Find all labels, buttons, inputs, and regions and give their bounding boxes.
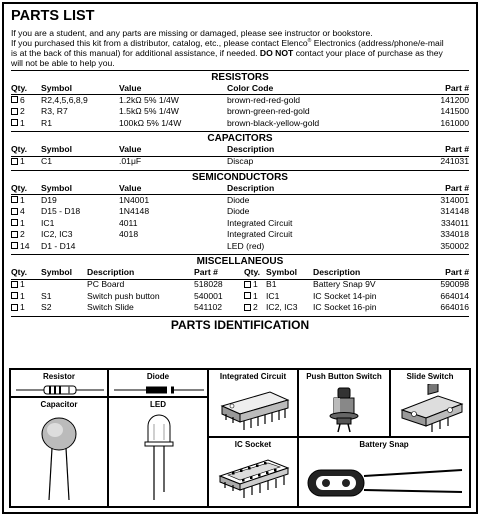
- qty-cell-2: [244, 279, 266, 291]
- checkbox[interactable]: [11, 242, 18, 249]
- checkbox[interactable]: [11, 196, 18, 203]
- part-cell: 161000: [440, 117, 469, 128]
- table-row: [11, 218, 469, 230]
- capacitor-cell: [10, 397, 108, 507]
- desc-cell: PC Board: [87, 279, 125, 290]
- misc-heading: MISCELLANEOUS: [11, 254, 469, 268]
- symbol-cell: D1 - D14: [41, 240, 76, 251]
- qty-cell: [11, 118, 41, 130]
- qty: 1: [253, 279, 258, 290]
- table-row: [11, 95, 469, 107]
- diode-icon: [110, 383, 208, 397]
- symbol-cell: R2,4,5,6,8,9: [41, 94, 88, 105]
- parts-identification-panel: [9, 368, 471, 508]
- qty-cell: [11, 106, 41, 118]
- table-row: [11, 118, 469, 130]
- registered-mark: ®: [307, 37, 312, 44]
- checkbox[interactable]: [11, 292, 18, 299]
- led-cell: [108, 397, 208, 507]
- part-cell: 241031: [440, 156, 469, 167]
- value-cell: 4011: [119, 217, 138, 228]
- table-row: [11, 206, 469, 218]
- table-header: [11, 268, 469, 280]
- intro-line-2: [11, 38, 469, 48]
- qty-cell-2: [244, 302, 266, 314]
- checkbox[interactable]: [11, 96, 18, 103]
- resistor-cell: [10, 369, 108, 397]
- qty: 1: [253, 290, 258, 301]
- qty-cell: [11, 291, 41, 303]
- symbol-cell: IC1: [41, 217, 55, 228]
- ic-cell: [208, 369, 298, 437]
- diode-label: Diode: [146, 372, 170, 381]
- capacitors-heading: CAPACITORS: [11, 131, 469, 145]
- col-value: Value: [119, 145, 227, 157]
- symbol-cell: R3, R7: [41, 106, 68, 117]
- slide-switch-label: Slide Switch: [406, 372, 454, 381]
- desc-cell: Integrated Circuit: [227, 217, 293, 228]
- value-cell: 100kΩ 5% 1/4W: [119, 117, 182, 128]
- do-not-emphasis: DO NOT: [259, 47, 294, 58]
- part-cell: 540001: [194, 290, 223, 301]
- qty-cell: [11, 95, 41, 107]
- symbol-cell: R1: [41, 117, 52, 128]
- capacitors-table: [11, 145, 469, 168]
- table-row: [11, 229, 469, 241]
- desc-cell: Discap: [227, 156, 254, 167]
- symbol-cell-2: B1: [266, 279, 277, 290]
- col-color-code: Color Code: [227, 83, 387, 95]
- ic-socket-label: IC Socket: [234, 440, 272, 449]
- intro-line-3a: is at the back of this manual) for additional assistance, if needed.: [11, 47, 260, 58]
- value-cell: .01μF: [119, 156, 142, 167]
- qty-cell: [11, 218, 41, 230]
- resistors-heading: RESISTORS: [11, 70, 469, 84]
- col-value: Value: [119, 83, 227, 95]
- table-row: [11, 156, 469, 168]
- part-cell: 541102: [194, 302, 223, 313]
- led-label: LED: [150, 400, 166, 409]
- table-header: [11, 145, 469, 157]
- qty: 14: [20, 240, 30, 251]
- push-button-switch-cell: [298, 369, 390, 437]
- col-value: Value: [119, 183, 227, 195]
- intro-line-4: will not be able to help you.: [11, 57, 115, 68]
- value-cell: 1N4148: [119, 206, 150, 217]
- part-cell: 334018: [440, 229, 469, 240]
- col-qty: Qty.: [11, 183, 41, 195]
- led-icon: [110, 412, 208, 504]
- qty-cell: [11, 195, 41, 207]
- qty: 1: [20, 279, 25, 290]
- desc-cell: Diode: [227, 206, 250, 217]
- checkbox[interactable]: [11, 208, 18, 215]
- col-qty: Qty.: [11, 145, 41, 157]
- col-qty-2: Qty.: [244, 268, 266, 280]
- semiconductors-heading: SEMICONDUCTORS: [11, 170, 469, 184]
- ic-label: Integrated Circuit: [219, 372, 287, 381]
- qty-cell: [11, 241, 41, 253]
- qty: 1: [20, 117, 25, 128]
- value-cell: 1.5kΩ 5% 1/4W: [119, 106, 179, 117]
- qty-cell: [11, 279, 41, 291]
- desc-cell-2: IC Socket 16-pin: [313, 302, 377, 313]
- part-cell: 518028: [194, 279, 223, 290]
- col-symbol-2: Symbol: [266, 268, 313, 280]
- checkbox[interactable]: [244, 304, 251, 311]
- checkbox[interactable]: [11, 158, 18, 165]
- qty: 1: [20, 194, 25, 205]
- qty-cell: [11, 156, 41, 168]
- desc-cell: brown-green-red-gold: [227, 106, 310, 117]
- symbol-cell-2: IC2, IC3: [266, 302, 298, 313]
- part-cell-2: 664016: [440, 302, 469, 313]
- table-row: [11, 302, 469, 314]
- desc-cell: brown-black-yellow-gold: [227, 117, 320, 128]
- battery-snap-cell: [298, 437, 470, 507]
- desc-cell: Diode: [227, 194, 250, 205]
- qty: 1: [20, 290, 25, 301]
- intro-line-2a: If you purchased this kit from a distributor, catalog, etc., please contact Elenco: [11, 37, 308, 48]
- part-cell: 350002: [440, 240, 469, 251]
- value-cell: [119, 241, 227, 253]
- symbol-cell: [41, 279, 87, 291]
- slide-switch-cell: [390, 369, 470, 437]
- col-description: Description: [227, 145, 387, 157]
- col-symbol: Symbol: [41, 268, 87, 280]
- qty: 2: [20, 106, 25, 117]
- checkbox[interactable]: [11, 281, 18, 288]
- desc-cell: Integrated Circuit: [227, 229, 293, 240]
- table-row: [11, 279, 469, 291]
- part-cell: 334011: [440, 217, 469, 228]
- table-row: [11, 241, 469, 253]
- semiconductors-table: [11, 183, 469, 252]
- part-cell-2: 590098: [440, 279, 469, 290]
- resistor-icon: [12, 383, 108, 397]
- resistors-table: [11, 83, 469, 129]
- qty-cell: [11, 229, 41, 241]
- table-header: [11, 183, 469, 195]
- qty: 2: [20, 229, 25, 240]
- col-description-2: Description: [313, 268, 419, 280]
- desc-cell-2: Battery Snap 9V: [313, 279, 376, 290]
- qty: 1: [20, 156, 25, 167]
- col-symbol: Symbol: [41, 183, 119, 195]
- checkbox[interactable]: [11, 219, 18, 226]
- symbol-cell: IC2, IC3: [41, 229, 73, 240]
- parts-identification-heading: PARTS IDENTIFICATION: [11, 316, 469, 334]
- symbol-cell: C1: [41, 156, 52, 167]
- integrated-circuit-icon: [210, 384, 298, 436]
- checkbox[interactable]: [11, 231, 18, 238]
- part-cell: 314148: [440, 206, 469, 217]
- table-row: [11, 195, 469, 207]
- symbol-cell: D19: [41, 194, 57, 205]
- qty: 6: [20, 94, 25, 105]
- symbol-cell: D15 - D18: [41, 206, 81, 217]
- slide-switch-icon: [392, 384, 470, 436]
- resistor-label: Resistor: [42, 372, 75, 381]
- ic-socket-icon: [210, 452, 298, 506]
- capacitor-label: Capacitor: [40, 400, 78, 409]
- col-symbol: Symbol: [41, 145, 119, 157]
- ic-socket-cell: [208, 437, 298, 507]
- push-button-switch-label: Push Button Switch: [306, 372, 382, 381]
- symbol-cell: S1: [41, 290, 52, 301]
- diode-cell: [108, 369, 208, 397]
- col-description: Description: [87, 268, 194, 280]
- qty-cell-2: [244, 291, 266, 303]
- desc-cell: Switch push button: [87, 290, 160, 301]
- col-part: Part #: [387, 145, 469, 157]
- col-qty: Qty.: [11, 83, 41, 95]
- checkbox[interactable]: [11, 119, 18, 126]
- value-cell: 1N4001: [119, 194, 150, 205]
- intro-text: [11, 28, 469, 68]
- intro-line-3b: contact your place of purchase as they: [293, 47, 443, 58]
- desc-cell-2: IC Socket 14-pin: [313, 290, 377, 301]
- part-cell: 314001: [440, 194, 469, 205]
- col-part: Part #: [194, 268, 244, 280]
- checkbox[interactable]: [244, 292, 251, 299]
- qty: 1: [20, 302, 25, 313]
- value-cell: 4018: [119, 229, 139, 240]
- table-header: [11, 83, 469, 95]
- checkbox[interactable]: [11, 304, 18, 311]
- symbol-cell-2: IC1: [266, 290, 280, 301]
- qty: 2: [253, 302, 258, 313]
- part-cell-2: 664014: [440, 290, 469, 301]
- qty: 1: [20, 217, 25, 228]
- col-qty: Qty.: [11, 268, 41, 280]
- desc-cell: brown-red-red-gold: [227, 94, 301, 105]
- col-symbol: Symbol: [41, 83, 119, 95]
- col-part: Part #: [387, 183, 469, 195]
- intro-line-1: If you are a student, and any parts are missing or damaged, please see instructor or bookstore.: [11, 27, 373, 38]
- checkbox[interactable]: [11, 108, 18, 115]
- intro-line-3: [11, 48, 469, 58]
- desc-cell: Switch Slide: [87, 302, 134, 313]
- push-button-switch-icon: [300, 384, 390, 436]
- page-title: PARTS LIST: [11, 8, 95, 24]
- intro-line-2b: Electronics (address/phone/e-mail: [311, 37, 444, 48]
- col-description: Description: [227, 183, 387, 195]
- qty: 4: [20, 206, 25, 217]
- part-cell: 141500: [440, 106, 469, 117]
- battery-snap-label: Battery Snap: [359, 440, 409, 449]
- battery-snap-icon: [300, 452, 470, 506]
- table-row: [11, 106, 469, 118]
- checkbox[interactable]: [244, 281, 251, 288]
- symbol-cell: S2: [41, 302, 52, 313]
- qty-cell: [11, 302, 41, 314]
- part-cell: 141200: [440, 94, 469, 105]
- table-row: [11, 291, 469, 303]
- value-cell: 1.2kΩ 5% 1/4W: [119, 94, 179, 105]
- capacitor-icon: [12, 412, 108, 504]
- misc-table: [11, 268, 469, 314]
- qty-cell: [11, 206, 41, 218]
- col-part: Part #: [387, 83, 469, 95]
- col-part-2: Part #: [419, 268, 469, 280]
- desc-cell: LED (red): [227, 240, 265, 251]
